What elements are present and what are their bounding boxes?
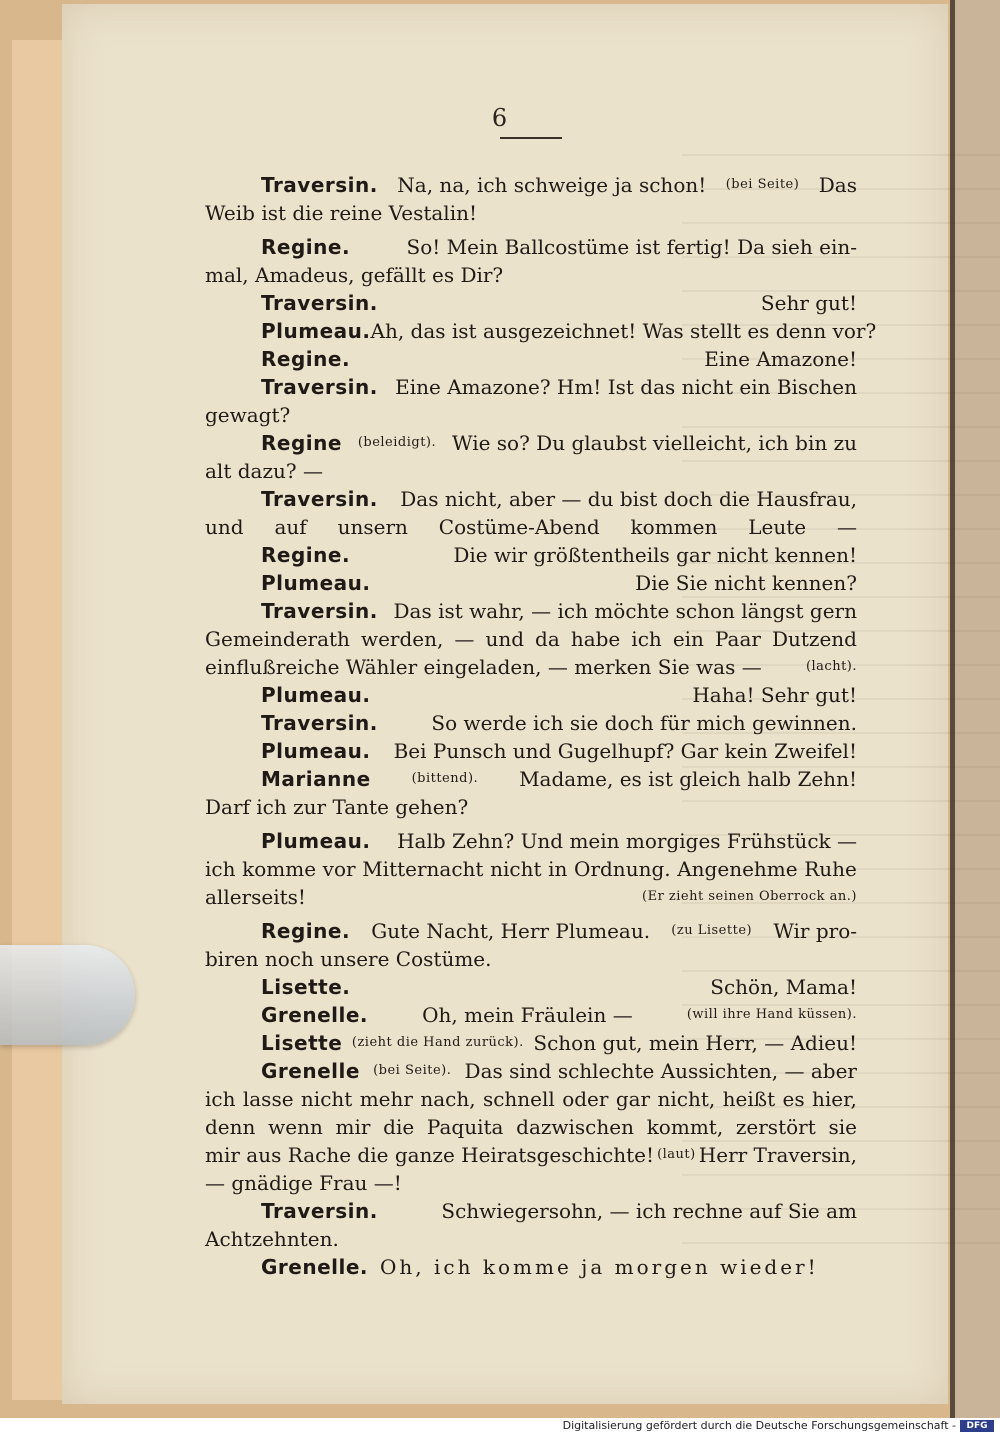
page-number-rule xyxy=(500,137,562,139)
dialogue-tail: Herr Traversin, xyxy=(698,1143,857,1167)
text-line xyxy=(205,625,857,653)
dialogue-text: So werde ich sie doch für mich gewinnen. xyxy=(431,711,857,735)
dialogue-text: Das ist wahr, — ich möchte schon längst gern xyxy=(393,599,857,623)
speaker-name: Plumeau. xyxy=(261,683,371,707)
speaker-name: Lisette. xyxy=(261,975,351,999)
play-text xyxy=(205,171,877,1281)
speaker-name: Plumeau. xyxy=(261,829,371,853)
speaker-name: Grenelle. xyxy=(261,1003,369,1027)
dialogue-text: Schwiegersohn, — ich rechne auf Sie am xyxy=(441,1199,857,1223)
dialogue-tail: Das xyxy=(818,173,857,197)
text-line xyxy=(205,289,857,317)
dialogue-text: Das sind schlechte Aussichten, — aber xyxy=(464,1059,857,1083)
dialogue-text: Madame, es ist gleich halb Zehn! xyxy=(519,767,857,791)
dialogue-text: Wie so? Du glaubst vielleicht, ich bin zu xyxy=(452,431,857,455)
dialogue-text: gewagt? xyxy=(205,403,291,427)
speaker-name: Regine. xyxy=(261,543,351,567)
dialogue-text: ich komme vor Mitternacht nicht in Ordnung. Angenehme Ruhe xyxy=(205,857,857,881)
text-line xyxy=(205,1057,857,1085)
text-line xyxy=(205,171,857,199)
stage-direction: (will ihre Hand küssen). xyxy=(686,1007,857,1022)
speaker-name: Traversin. xyxy=(261,711,378,735)
text-line xyxy=(205,883,857,911)
text-line xyxy=(205,765,857,793)
dialogue-text: biren noch unsere Costüme. xyxy=(205,947,492,971)
speaker-name: Traversin. xyxy=(261,375,378,399)
dialogue-text: Sehr gut! xyxy=(760,291,857,315)
text-line xyxy=(205,827,857,855)
dialogue-text: mal, Amadeus, gefällt es Dir? xyxy=(205,263,504,287)
speaker-name: Traversin. xyxy=(261,599,378,623)
text-line xyxy=(205,1029,857,1057)
text-line xyxy=(205,457,857,485)
dialogue-text: Schön, Mama! xyxy=(710,975,857,999)
dialogue-text: denn wenn mir die Paquita dazwischen kommt, zerstört sie xyxy=(205,1115,857,1139)
dialogue-text: einflußreiche Wähler eingeladen, — merken Sie was — xyxy=(205,655,762,679)
dfg-logo: DFG xyxy=(960,1420,994,1432)
dialogue-text: Die wir größtentheils gar nicht kennen! xyxy=(453,543,857,567)
text-line xyxy=(205,855,857,883)
dialogue-text: Oh, mein Fräulein — xyxy=(422,1003,633,1027)
footer-bar xyxy=(0,1418,1000,1435)
text-line xyxy=(205,261,857,289)
speaker-name: Regine. xyxy=(261,919,351,943)
dialogue-tail: Wir pro- xyxy=(773,919,857,943)
stage-direction: (beleidigt). xyxy=(357,435,437,450)
text-line xyxy=(205,373,857,401)
text-line xyxy=(205,1085,857,1113)
stage-direction: (Er zieht seinen Oberrock an.) xyxy=(642,889,857,904)
dialogue-text: Das nicht, aber — du bist doch die Hausfrau, xyxy=(400,487,857,511)
text-line xyxy=(205,569,857,597)
dialogue-text: — gnädige Frau —! xyxy=(205,1171,402,1195)
dialogue-text: Schon gut, mein Herr, — Adieu! xyxy=(533,1031,857,1055)
speaker-name: Lisette xyxy=(261,1031,343,1055)
page-clip-tab xyxy=(0,945,135,1045)
speaker-name: Plumeau. xyxy=(261,319,371,343)
text-line xyxy=(205,681,857,709)
speaker-name: Plumeau. xyxy=(261,739,371,763)
text-line xyxy=(205,1001,857,1029)
dialogue-text: Gute Nacht, Herr Plumeau. xyxy=(371,919,651,943)
speaker-name: Regine. xyxy=(261,235,351,259)
stage-direction: (laut) xyxy=(657,1147,696,1162)
dialogue-text: Oh, ich komme ja morgen wieder! xyxy=(380,1255,819,1279)
page-edge xyxy=(12,40,64,1400)
text-line xyxy=(205,541,857,569)
dialogue-text: Halb Zehn? Und mein morgiges Frühstück — xyxy=(397,829,857,853)
dialogue-text: Bei Punsch und Gugelhupf? Gar kein Zweifel! xyxy=(393,739,857,763)
speaker-name: Traversin. xyxy=(261,1199,378,1223)
stage-direction: (zieht die Hand zurück). xyxy=(351,1035,524,1050)
dialogue-text: Na, na, ich schweige ja schon! xyxy=(397,173,707,197)
text-line xyxy=(205,945,857,973)
stage-direction: (bei Seite). xyxy=(373,1063,452,1078)
text-line xyxy=(205,401,857,429)
stage-direction: (bittend). xyxy=(411,771,479,786)
speaker-name: Traversin. xyxy=(261,487,378,511)
footer-credit: Digitalisierung gefördert durch die Deutsche Forschungsgemeinschaft - xyxy=(562,1419,956,1432)
text-line xyxy=(205,1197,857,1225)
dialogue-text: ich lasse nicht mehr nach, schnell oder gar nicht, heißt es hier, xyxy=(205,1087,857,1111)
dialogue-text: Achtzehnten. xyxy=(205,1227,339,1251)
dialogue-text: So! Mein Ballcostüme ist fertig! Da sieh ein- xyxy=(406,235,857,259)
text-line xyxy=(205,1225,857,1253)
dialogue-text: Darf ich zur Tante gehen? xyxy=(205,795,469,819)
text-line xyxy=(205,709,857,737)
text-line xyxy=(205,345,857,373)
speaker-name: Grenelle xyxy=(261,1059,360,1083)
text-line xyxy=(205,653,857,681)
stage-direction: (zu Lisette) xyxy=(671,923,753,938)
text-line xyxy=(205,513,857,541)
text-line xyxy=(205,1141,857,1169)
text-line xyxy=(205,1113,857,1141)
dialogue-text: und auf unsern Costüme-Abend kommen Leute — xyxy=(205,515,857,539)
stage-direction: (bei Seite) xyxy=(725,177,800,192)
text-line xyxy=(205,429,857,457)
speaker-name: Regine. xyxy=(261,347,351,371)
speaker-name: Plumeau. xyxy=(261,571,371,595)
text-line xyxy=(205,597,857,625)
text-line xyxy=(205,973,857,1001)
text-line xyxy=(205,917,857,945)
dialogue-text: Gemeinderath werden, — und da habe ich ein Paar Dutzend xyxy=(205,627,857,651)
dialogue-text: Weib ist die reine Vestalin! xyxy=(205,201,478,225)
text-line xyxy=(205,1169,857,1197)
dialogue-text: alt dazu? — xyxy=(205,459,323,483)
dialogue-text: Eine Amazone? Hm! Ist das nicht ein Bischen xyxy=(395,375,857,399)
text-line xyxy=(205,485,857,513)
dialogue-text: Die Sie nicht kennen? xyxy=(635,571,857,595)
page-number: 6 xyxy=(491,104,509,132)
text-line xyxy=(205,199,857,227)
speaker-name: Marianne xyxy=(261,767,371,791)
speaker-name: Traversin. xyxy=(261,291,378,315)
text-line xyxy=(205,793,857,821)
stage-direction: (lacht). xyxy=(805,659,857,674)
speaker-name: Grenelle. xyxy=(261,1255,369,1279)
dialogue-text: Ah, das ist ausgezeichnet! Was stellt es denn vor? xyxy=(370,319,877,343)
dialogue-text: mir aus Rache die ganze Heiratsgeschichte! xyxy=(205,1143,654,1167)
text-line xyxy=(205,233,857,261)
dialogue-text: Eine Amazone! xyxy=(704,347,857,371)
text-line xyxy=(205,317,877,345)
speaker-name: Traversin. xyxy=(261,173,378,197)
text-line xyxy=(205,737,857,765)
dialogue-text: Haha! Sehr gut! xyxy=(692,683,857,707)
speaker-name: Regine xyxy=(261,431,342,455)
dialogue-text: allerseits! xyxy=(205,885,306,909)
text-line xyxy=(205,1253,857,1281)
